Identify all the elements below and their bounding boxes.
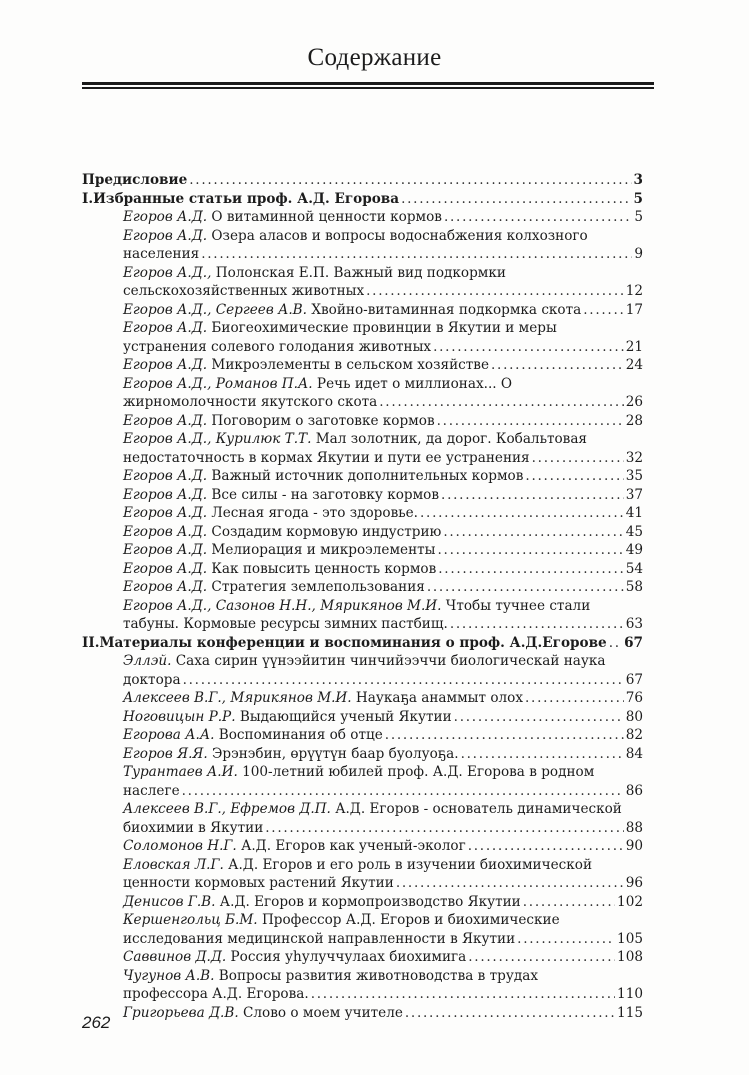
entry-title: Россия уһулуччулаах биохимига — [226, 949, 467, 965]
leader-dots — [491, 356, 624, 375]
entry-page: 110 — [617, 986, 643, 1002]
toc-entry[interactable] — [82, 856, 643, 893]
entry-page: 88 — [625, 819, 643, 836]
entry-page: 35 — [625, 468, 643, 484]
entry-page: 86 — [625, 782, 643, 799]
entry-title-part: Мал золотник, да дорог. Кобальтовая — [311, 431, 588, 447]
toc-entry[interactable] — [82, 319, 643, 356]
entry-title-cont: биохимии в Якутии — [123, 819, 264, 836]
table-of-contents — [82, 171, 643, 1022]
leader-dots — [443, 523, 623, 542]
entry-title: Наукаҕа анаммыт олох — [351, 690, 524, 706]
leader-dots — [450, 615, 624, 634]
entry-page: 9 — [634, 246, 643, 262]
entry-page: 105 — [617, 930, 643, 947]
toc-entry[interactable] — [82, 948, 643, 967]
leader-dots — [396, 874, 624, 893]
entry-authors: Соломонов Н.Г. — [123, 838, 237, 854]
entry-title-cont: профессора А.Д. Егорова. — [123, 986, 309, 1002]
toc-entry[interactable] — [82, 467, 643, 486]
entry-title-cont: табуны. Кормовые ресурсы зимних пастбищ. — [123, 616, 448, 632]
toc-section[interactable] — [82, 634, 643, 653]
entry-page: 28 — [625, 412, 643, 429]
leader-dots — [401, 190, 631, 209]
entry-title-cont: исследования медицинской направленности в Якутии — [123, 930, 516, 947]
entry-title: I.Избранные статьи проф. А.Д. Егорова — [82, 190, 400, 207]
entry-title-cont: ценности кормовых растений Якутии — [123, 875, 394, 891]
entry-page: 84 — [625, 745, 643, 762]
leader-dots — [523, 893, 615, 912]
leader-dots — [385, 726, 624, 745]
entry-title-part: 100-летний юбилей проф. А.Д. Егорова в родном — [237, 764, 595, 780]
leader-dots — [433, 338, 624, 357]
entry-title-part: Чтобы тучнее стали — [441, 597, 591, 614]
entry-title: Микроэлементы в сельском хозяйстве — [207, 357, 489, 373]
toc-entry[interactable] — [82, 486, 643, 505]
entry-authors: Еловская Л.Г. — [123, 856, 224, 873]
toc-entry[interactable] — [82, 227, 643, 264]
entry-page: 24 — [625, 357, 643, 373]
leader-dots — [189, 171, 631, 190]
leader-dots — [437, 412, 624, 431]
entry-title-part: Саха сирин үүнээйитин чинчийээччи биологическай наука — [171, 653, 606, 669]
leader-dots — [405, 1004, 615, 1023]
entry-page: 80 — [625, 708, 643, 725]
entry-title: Важный источник дополнительных кормов — [207, 468, 524, 484]
entry-page: 67 — [625, 671, 643, 688]
leader-dots — [379, 393, 623, 412]
entry-title: Предисловие — [82, 172, 188, 188]
entry-title-cont: доктора — [123, 671, 181, 688]
entry-authors: Алексеев В.Г., Ефремов Д.П. — [123, 801, 331, 817]
leader-dots — [441, 486, 624, 505]
entry-page: 3 — [633, 172, 643, 188]
entry-page: 67 — [624, 634, 643, 651]
entry-title: Выдающийся ученый Якутии — [235, 708, 452, 725]
leader-dots — [525, 467, 623, 486]
entry-page: 96 — [625, 875, 643, 891]
leader-dots — [525, 689, 624, 708]
leader-dots — [182, 782, 624, 801]
leader-dots — [609, 634, 622, 653]
entry-page: 41 — [625, 505, 643, 521]
entry-title: Эрэнэбин, өрүүтүн баар буолуоҕа. — [207, 745, 459, 762]
leader-dots — [468, 837, 624, 856]
entry-authors: Егоров А.Д., Сазонов Н.Н., Мярикянов М.И. — [123, 597, 442, 614]
entry-title-part: Вопросы развития животноводства в трудах — [214, 967, 538, 984]
entry-page: 76 — [625, 690, 643, 706]
entry-authors: Егоров А.Д. — [123, 523, 208, 540]
toc-entry[interactable] — [82, 356, 643, 375]
entry-title-cont: населения — [123, 246, 200, 262]
leader-dots — [201, 245, 632, 264]
leader-dots — [427, 578, 624, 597]
leader-dots — [461, 745, 624, 764]
entry-page: 108 — [617, 949, 643, 965]
leader-dots — [420, 504, 624, 523]
toc-entry[interactable] — [82, 412, 643, 431]
entry-authors: Эллэй. — [123, 653, 172, 669]
entry-title: А.Д. Егоров и кормопроизводство Якутии — [215, 893, 521, 910]
entry-title-part: А.Д. Егоров и его роль в изучении биохимической — [223, 856, 593, 873]
entry-authors: Егоров А.Д. — [123, 542, 208, 558]
entry-title: Слово о моем учителе — [238, 1004, 403, 1021]
toc-entry[interactable] — [82, 652, 643, 689]
entry-authors: Саввинов Д.Д. — [123, 949, 227, 965]
entry-title-part: А.Д. Егоров - основатель динамической — [330, 801, 622, 817]
leader-dots — [311, 985, 615, 1004]
leader-dots — [366, 282, 624, 301]
entry-authors: Егоров А.Д. — [123, 579, 208, 595]
leader-dots — [444, 208, 632, 227]
header-rule-thin — [82, 87, 654, 89]
leader-dots — [468, 948, 615, 967]
entry-authors: Турантаев А.И. — [123, 764, 238, 780]
entry-authors: Григорьева Д.В. — [123, 1004, 239, 1021]
entry-title: Лесная ягода - это здоровье. — [207, 505, 418, 521]
entry-title: Поговорим о заготовке кормов — [207, 412, 435, 429]
entry-title: Мелиорация и микроэлементы — [207, 542, 436, 558]
entry-authors: Егоров А.Д. — [123, 560, 208, 577]
entry-authors: Егоров А.Д., Романов П.А. — [123, 375, 313, 392]
entry-page: 32 — [625, 449, 643, 466]
toc-entry[interactable] — [82, 560, 643, 579]
entry-authors: Егоров А.Д. — [123, 227, 208, 244]
entry-title-part: Биогеохимические провинции в Якутии и меры — [207, 320, 557, 336]
entry-page: 115 — [617, 1004, 643, 1021]
entry-page: 26 — [625, 394, 643, 410]
leader-dots — [583, 301, 623, 320]
entry-authors: Егоров А.Д. — [123, 209, 208, 225]
toc-entry[interactable] — [82, 578, 643, 597]
entry-title: Все силы - на заготовку кормов — [207, 486, 440, 503]
toc-entry[interactable] — [82, 430, 643, 467]
toc-entry[interactable] — [82, 689, 643, 708]
leader-dots — [454, 708, 624, 727]
entry-page: 37 — [625, 486, 643, 503]
entry-page: 102 — [617, 893, 643, 910]
header-rule-thick — [82, 82, 654, 85]
entry-authors: Егоров А.Д., Курилюк Т.Т. — [123, 431, 312, 447]
toc-entry[interactable] — [82, 837, 643, 856]
leader-dots — [438, 560, 623, 579]
entry-title-part: Полонская Е.П. Важный вид подкормки — [215, 264, 506, 281]
entry-page: 5 — [634, 209, 643, 225]
toc-entry[interactable] — [82, 911, 643, 948]
toc-entry[interactable] — [82, 967, 643, 1004]
entry-authors: Егоров А.Д. — [123, 468, 208, 484]
entry-page: 63 — [625, 616, 643, 632]
entry-authors: Егорова А.А. — [123, 727, 215, 743]
toc-entry[interactable] — [82, 504, 643, 523]
entry-page: 90 — [625, 838, 643, 854]
entry-title: II.Материалы конференции и воспоминания о проф. А.Д.Егорове — [82, 634, 607, 651]
entry-authors: Егоров А.Д., Сергеев А.В. — [123, 301, 307, 318]
page-title: Содержание — [307, 44, 442, 71]
entry-page: 54 — [625, 560, 643, 577]
entry-authors: Егоров А.Д. — [123, 320, 208, 336]
entry-authors: Чугунов А.В. — [123, 967, 215, 984]
page-number: 262 — [82, 1013, 111, 1032]
leader-dots — [265, 819, 623, 838]
entry-title-part: Речь идет о миллионах... О — [312, 375, 513, 392]
entry-authors: Кершенгольц Б.М. — [123, 912, 258, 928]
entry-page: 12 — [625, 283, 643, 299]
toc-entry[interactable] — [82, 708, 643, 727]
entry-authors: Алексеев В.Г., Мярикянов М.И. — [123, 690, 352, 706]
toc-section[interactable] — [82, 171, 643, 190]
entry-page: 82 — [625, 727, 643, 743]
entry-title: Воспоминания об отце — [214, 727, 383, 743]
entry-title: Хвойно-витаминная подкормка скота — [307, 301, 582, 318]
entry-title: Создадим кормовую индустрию — [207, 523, 442, 540]
entry-authors: Егоров А.Д. — [123, 412, 208, 429]
entry-title-part: Озера аласов и вопросы водоснабжения колхозного — [207, 227, 588, 244]
entry-title: Как повысить ценность кормов — [207, 560, 437, 577]
leader-dots — [183, 671, 624, 690]
entry-title-cont: жирномолочности якутского скота — [123, 394, 378, 410]
entry-title: Стратегия землепользования — [207, 579, 425, 595]
toc-section[interactable] — [82, 190, 643, 209]
leader-dots — [532, 449, 624, 468]
toc-entry[interactable] — [82, 763, 643, 800]
entry-authors: Егоров А.Д. — [123, 357, 208, 373]
entry-authors: Егоров А.Д., — [123, 264, 216, 281]
entry-authors: Ноговицын Р.Р. — [123, 708, 236, 725]
entry-page: 17 — [625, 301, 643, 318]
entry-title-part: Профессор А.Д. Егоров и биохимические — [257, 912, 560, 928]
entry-title: А.Д. Егоров как ученый-эколог — [236, 838, 466, 854]
leader-dots — [437, 541, 623, 560]
toc-entry[interactable] — [82, 523, 643, 542]
toc-entry[interactable] — [82, 726, 643, 745]
entry-title-cont: наслеге — [123, 782, 180, 799]
entry-authors: Егоров А.Д. — [123, 505, 208, 521]
entry-authors: Егоров А.Д. — [123, 486, 208, 503]
toc-entry[interactable] — [82, 208, 643, 227]
toc-entry[interactable] — [82, 893, 643, 912]
entry-title-cont: сельскохозяйственных животных — [123, 283, 365, 299]
entry-authors: Денисов Г.В. — [123, 893, 216, 910]
toc-entry[interactable] — [82, 541, 643, 560]
toc-entry[interactable] — [82, 800, 643, 837]
toc-entry[interactable] — [82, 597, 643, 634]
toc-entry[interactable] — [82, 301, 643, 320]
toc-entry[interactable] — [82, 375, 643, 412]
entry-page: 45 — [625, 523, 643, 540]
leader-dots — [517, 930, 615, 949]
entry-title-cont: устранения солевого голодания животных — [123, 338, 432, 355]
entry-title-cont: недостаточность в кормах Якутии и пути ее устранения — [123, 449, 530, 466]
entry-page: 58 — [625, 579, 643, 595]
entry-page: 49 — [625, 542, 643, 558]
entry-page: 5 — [633, 190, 643, 207]
toc-entry[interactable] — [82, 1004, 643, 1023]
entry-title: О витаминной ценности кормов — [207, 209, 442, 225]
toc-entry[interactable] — [82, 264, 643, 301]
entry-page: 21 — [625, 338, 643, 355]
toc-entry[interactable] — [82, 745, 643, 764]
entry-authors: Егоров Я.Я. — [123, 745, 208, 762]
